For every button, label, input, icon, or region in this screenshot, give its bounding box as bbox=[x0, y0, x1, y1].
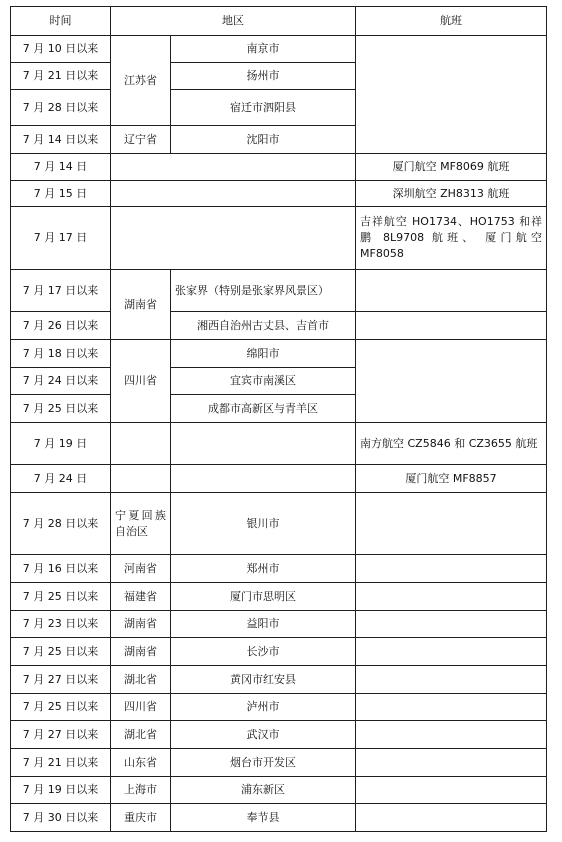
date-cell: 7 月 17 日 bbox=[11, 207, 111, 270]
province-cell-empty bbox=[111, 465, 171, 493]
flight-cell bbox=[356, 694, 547, 721]
flight-cell bbox=[356, 638, 547, 666]
flight-cell bbox=[356, 555, 547, 583]
city-cell: 湘西自治州古丈县、吉首市 bbox=[171, 312, 356, 340]
date-cell: 7 月 25 日以来 bbox=[11, 694, 111, 721]
table-row bbox=[11, 36, 547, 63]
table-row bbox=[11, 749, 547, 777]
region-cell-empty bbox=[111, 207, 356, 270]
city-cell: 泸州市 bbox=[171, 694, 356, 721]
region-cell-empty bbox=[111, 154, 356, 181]
date-cell: 7 月 10 日以来 bbox=[11, 36, 111, 63]
province-cell: 宁夏回族自治区 bbox=[111, 493, 171, 555]
date-cell: 7 月 28 日以来 bbox=[11, 90, 111, 126]
flight-cell: 南方航空 CZ5846 和 CZ3655 航班 bbox=[356, 423, 547, 465]
date-cell: 7 月 19 日以来 bbox=[11, 777, 111, 804]
city-cell: 郑州市 bbox=[171, 555, 356, 583]
flight-cell bbox=[356, 583, 547, 611]
city-cell: 南京市 bbox=[171, 36, 356, 63]
date-cell: 7 月 25 日以来 bbox=[11, 638, 111, 666]
province-cell: 上海市 bbox=[111, 777, 171, 804]
table-row bbox=[11, 638, 547, 666]
header-flight: 航班 bbox=[356, 7, 547, 36]
date-cell: 7 月 19 日 bbox=[11, 423, 111, 465]
province-cell: 河南省 bbox=[111, 555, 171, 583]
date-cell: 7 月 15 日 bbox=[11, 181, 111, 207]
table-row bbox=[11, 804, 547, 832]
province-cell: 四川省 bbox=[111, 694, 171, 721]
flight-cell bbox=[356, 36, 547, 154]
table-row bbox=[11, 694, 547, 721]
date-cell: 7 月 14 日以来 bbox=[11, 126, 111, 154]
table-row bbox=[11, 666, 547, 694]
city-cell: 扬州市 bbox=[171, 63, 356, 90]
city-cell: 宜宾市南溪区 bbox=[171, 368, 356, 395]
province-cell: 江苏省 bbox=[111, 36, 171, 126]
date-cell: 7 月 17 日以来 bbox=[11, 270, 111, 312]
date-cell: 7 月 24 日 bbox=[11, 465, 111, 493]
city-cell: 张家界（特别是张家界风景区） bbox=[171, 270, 356, 312]
table-row bbox=[11, 181, 547, 207]
flight-cell bbox=[356, 804, 547, 832]
city-cell-empty bbox=[171, 423, 356, 465]
city-cell: 厦门市思明区 bbox=[171, 583, 356, 611]
table-row bbox=[11, 721, 547, 749]
flight-cell: 吉祥航空 HO1734、HO1753 和祥鹏 8L9708 航班、 厦门航空 MF8058 bbox=[356, 207, 547, 270]
date-cell: 7 月 24 日以来 bbox=[11, 368, 111, 395]
city-cell: 烟台市开发区 bbox=[171, 749, 356, 777]
table-header-row bbox=[11, 7, 547, 36]
table-row bbox=[11, 611, 547, 638]
province-cell: 湖南省 bbox=[111, 270, 171, 340]
date-cell: 7 月 27 日以来 bbox=[11, 666, 111, 694]
flight-cell bbox=[356, 666, 547, 694]
date-cell: 7 月 25 日以来 bbox=[11, 395, 111, 423]
risk-area-table bbox=[10, 6, 547, 832]
flight-cell bbox=[356, 611, 547, 638]
table-row bbox=[11, 493, 547, 555]
region-cell-empty bbox=[111, 181, 356, 207]
city-cell: 银川市 bbox=[171, 493, 356, 555]
date-cell: 7 月 18 日以来 bbox=[11, 340, 111, 368]
city-cell: 益阳市 bbox=[171, 611, 356, 638]
date-cell: 7 月 21 日以来 bbox=[11, 63, 111, 90]
province-cell: 福建省 bbox=[111, 583, 171, 611]
province-cell: 湖北省 bbox=[111, 721, 171, 749]
city-cell: 宿迁市泗阳县 bbox=[171, 90, 356, 126]
date-cell: 7 月 28 日以来 bbox=[11, 493, 111, 555]
city-cell: 武汉市 bbox=[171, 721, 356, 749]
table-row bbox=[11, 340, 547, 368]
province-cell: 重庆市 bbox=[111, 804, 171, 832]
city-cell: 奉节县 bbox=[171, 804, 356, 832]
date-cell: 7 月 21 日以来 bbox=[11, 749, 111, 777]
flight-cell bbox=[356, 493, 547, 555]
city-cell: 长沙市 bbox=[171, 638, 356, 666]
province-cell: 辽宁省 bbox=[111, 126, 171, 154]
date-cell: 7 月 27 日以来 bbox=[11, 721, 111, 749]
city-cell: 绵阳市 bbox=[171, 340, 356, 368]
province-cell: 湖北省 bbox=[111, 666, 171, 694]
province-cell: 山东省 bbox=[111, 749, 171, 777]
date-cell: 7 月 30 日以来 bbox=[11, 804, 111, 832]
header-region: 地区 bbox=[111, 7, 356, 36]
date-cell: 7 月 23 日以来 bbox=[11, 611, 111, 638]
flight-cell bbox=[356, 270, 547, 312]
flight-cell bbox=[356, 749, 547, 777]
date-cell: 7 月 14 日 bbox=[11, 154, 111, 181]
table-row bbox=[11, 207, 547, 270]
province-cell: 湖南省 bbox=[111, 638, 171, 666]
date-cell: 7 月 25 日以来 bbox=[11, 583, 111, 611]
province-cell: 湖南省 bbox=[111, 611, 171, 638]
province-cell-empty bbox=[111, 423, 171, 465]
date-cell: 7 月 26 日以来 bbox=[11, 312, 111, 340]
table-row bbox=[11, 423, 547, 465]
flight-cell: 深圳航空 ZH8313 航班 bbox=[356, 181, 547, 207]
table-row bbox=[11, 465, 547, 493]
flight-cell bbox=[356, 777, 547, 804]
flight-cell bbox=[356, 312, 547, 340]
table-row bbox=[11, 583, 547, 611]
header-time: 时间 bbox=[11, 7, 111, 36]
city-cell-empty bbox=[171, 465, 356, 493]
table-row bbox=[11, 555, 547, 583]
flight-cell: 厦门航空 MF8069 航班 bbox=[356, 154, 547, 181]
flight-cell bbox=[356, 340, 547, 423]
date-cell: 7 月 16 日以来 bbox=[11, 555, 111, 583]
city-cell: 成都市高新区与青羊区 bbox=[171, 395, 356, 423]
flight-cell bbox=[356, 721, 547, 749]
table-row bbox=[11, 312, 547, 340]
flight-cell: 厦门航空 MF8857 bbox=[356, 465, 547, 493]
city-cell: 黄冈市红安县 bbox=[171, 666, 356, 694]
city-cell: 浦东新区 bbox=[171, 777, 356, 804]
table-row bbox=[11, 777, 547, 804]
table-row bbox=[11, 154, 547, 181]
province-cell: 四川省 bbox=[111, 340, 171, 423]
table-row bbox=[11, 270, 547, 312]
city-cell: 沈阳市 bbox=[171, 126, 356, 154]
